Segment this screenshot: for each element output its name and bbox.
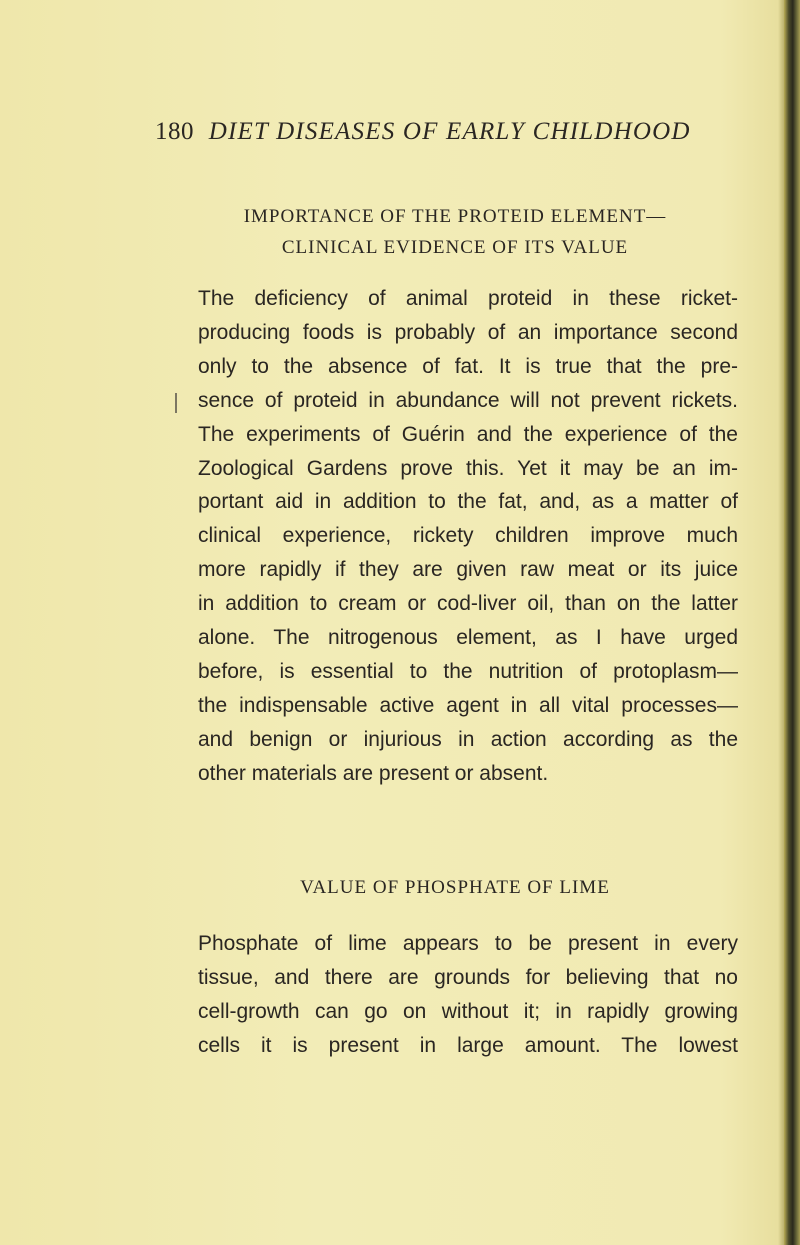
text-line: more rapidly if they are given raw meat or its juice <box>198 558 738 582</box>
text-line: tissue, and there are grounds for believing that no <box>198 965 738 989</box>
running-head <box>155 118 755 146</box>
section-heading-line: CLINICAL EVIDENCE OF ITS VALUE <box>281 237 629 258</box>
paragraph-phosphate <box>198 927 738 1063</box>
text-line: The experiments of Guérin and the experience of the <box>198 422 738 446</box>
section-heading-phosphate: VALUE OF PHOSPHATE OF LIME <box>300 877 610 898</box>
book-spine <box>784 0 800 1245</box>
section-heading-proteid <box>150 201 760 263</box>
text-line: only to the absence of fat. It is true that the pre- <box>198 354 738 378</box>
paragraph-proteid <box>198 282 738 791</box>
text-line: in addition to cream or cod-liver oil, than on the latter <box>198 592 738 616</box>
text-line: Phosphate of lime appears to be present in every <box>198 932 738 955</box>
running-title: DIET DISEASES OF EARLY CHILDHOOD <box>208 118 691 145</box>
text-line: the indispensable active agent in all vital processes— <box>198 693 738 717</box>
text-line: Zoological Gardens prove this. Yet it may be an im- <box>198 456 738 480</box>
text-line: sence of proteid in abundance will not prevent rickets. <box>198 388 738 412</box>
text-line: clinical experience, rickety children improve much <box>198 524 738 548</box>
page-number: 180 <box>155 118 194 145</box>
text-line: alone. The nitrogenous element, as I have urged <box>198 626 738 650</box>
text-line: before, is essential to the nutrition of protoplasm— <box>198 659 738 683</box>
text-line: portant aid in addition to the fat, and, as a matter of <box>198 490 738 514</box>
text-line: cell-growth can go on without it; in rapidly growing <box>198 999 738 1023</box>
text-line: producing foods is probably of an importance second <box>198 320 738 344</box>
text-line: cells it is present in large amount. The lowest <box>198 1033 738 1057</box>
text-line: The deficiency of animal proteid in these ricket- <box>198 287 738 310</box>
section-heading-line: IMPORTANCE OF THE PROTEID ELEMENT— <box>243 206 667 227</box>
margin-mark <box>175 393 177 413</box>
text-line: and benign or injurious in action according as the <box>198 727 738 751</box>
text-line: other materials are present or absent. <box>198 761 549 785</box>
